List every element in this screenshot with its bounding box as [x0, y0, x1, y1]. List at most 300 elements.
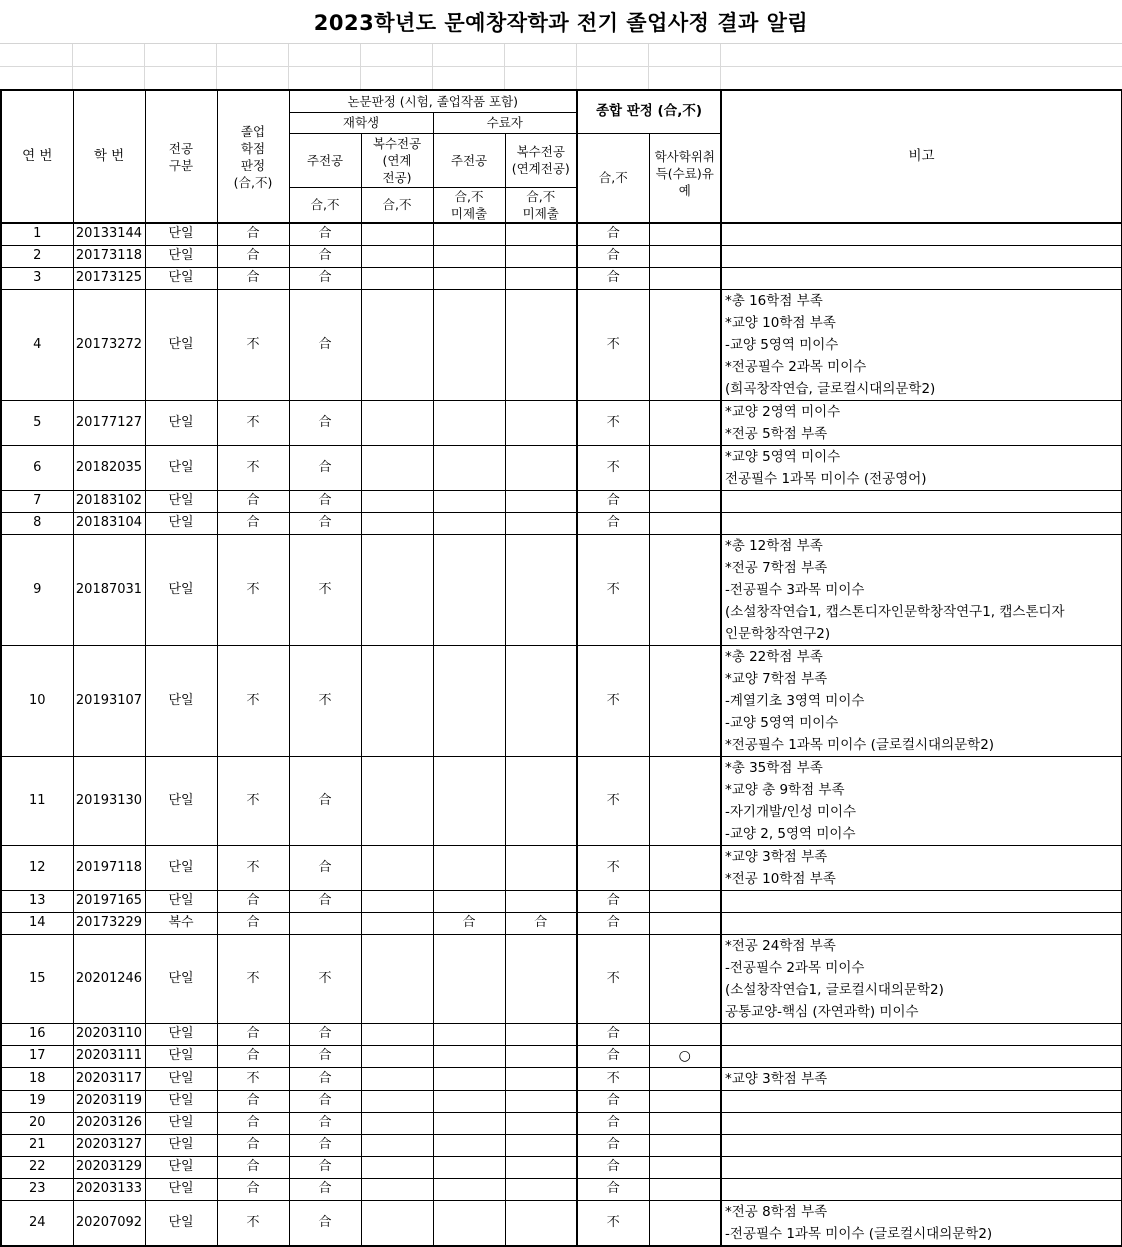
cell-no: 11 — [1, 756, 73, 845]
cell-credit-judgment: 合 — [217, 490, 289, 512]
cell-double-major-completed — [505, 934, 577, 1023]
cell-double-major — [361, 645, 433, 756]
cell-remarks — [721, 490, 1122, 512]
cell-double-major-completed — [505, 245, 577, 267]
cell-main-major: 合 — [289, 756, 361, 845]
cell-major-type: 복수 — [145, 912, 217, 934]
cell-major-type: 단일 — [145, 890, 217, 912]
cell-no: 22 — [1, 1156, 73, 1178]
cell-student-id: 20182035 — [73, 445, 145, 490]
cell-major-type: 단일 — [145, 267, 217, 289]
cell-degree-status — [649, 845, 721, 890]
cell-no: 19 — [1, 1090, 73, 1112]
cell-major-type: 단일 — [145, 934, 217, 1023]
cell-credit-judgment: 合 — [217, 267, 289, 289]
cell-no: 23 — [1, 1178, 73, 1200]
cell-overall: 合 — [577, 267, 649, 289]
table-row — [1, 934, 1122, 1023]
cell-main-major: 合 — [289, 445, 361, 490]
cell-major-type: 단일 — [145, 1023, 217, 1045]
cell-overall: 不 — [577, 534, 649, 645]
cell-remarks: *전공 24학점 부족 -전공필수 2과목 미이수 (소설창작연습1, 글로컬시대의문학2) 공통교양-핵심 (자연과학) 미이수 — [721, 934, 1122, 1023]
cell-remarks — [721, 1045, 1122, 1067]
cell-remarks — [721, 1178, 1122, 1200]
cell-main-major-completed — [433, 490, 505, 512]
cell-credit-judgment: 合 — [217, 890, 289, 912]
cell-main-major: 合 — [289, 1156, 361, 1178]
cell-main-major-completed — [433, 267, 505, 289]
table-row — [1, 1178, 1122, 1200]
cell-no: 14 — [1, 912, 73, 934]
gridline — [216, 44, 217, 89]
cell-overall: 不 — [577, 756, 649, 845]
cell-double-major — [361, 1023, 433, 1045]
cell-double-major — [361, 1067, 433, 1090]
cell-no: 16 — [1, 1023, 73, 1045]
cell-student-id: 20203119 — [73, 1090, 145, 1112]
cell-overall: 不 — [577, 1067, 649, 1090]
cell-double-major — [361, 245, 433, 267]
cell-credit-judgment: 合 — [217, 1045, 289, 1067]
cell-overall: 合 — [577, 1178, 649, 1200]
table-row — [1, 890, 1122, 912]
cell-no: 9 — [1, 534, 73, 645]
cell-main-major-completed — [433, 1134, 505, 1156]
cell-credit-judgment: 不 — [217, 1200, 289, 1246]
cell-credit-judgment: 合 — [217, 1178, 289, 1200]
cell-main-major-completed — [433, 223, 505, 245]
cell-student-id: 20183104 — [73, 512, 145, 534]
cell-remarks: *총 12학점 부족 *전공 7학점 부족 -전공필수 3과목 미이수 (소설창작연습1, 캡스톤디자인문학창작연구1, 캡스톤디자 인문학창작연구2) — [721, 534, 1122, 645]
cell-no: 20 — [1, 1112, 73, 1134]
cell-degree-status — [649, 912, 721, 934]
cell-overall: 不 — [577, 845, 649, 890]
cell-degree-status — [649, 223, 721, 245]
cell-overall: 合 — [577, 890, 649, 912]
cell-remarks: *총 16학점 부족 *교양 10학점 부족 -교양 5영역 미이수 *전공필수 2과목 미이수 (희곡창작연습, 글로컬시대의문학2) — [721, 289, 1122, 400]
cell-no: 24 — [1, 1200, 73, 1246]
header-overall-judgment: 종합 판정 (合,不) — [577, 90, 721, 133]
cell-overall: 不 — [577, 289, 649, 400]
cell-credit-judgment: 不 — [217, 645, 289, 756]
header-pass-fail-unsubmitted: 合,不 미제출 — [433, 187, 505, 223]
cell-double-major — [361, 490, 433, 512]
cell-main-major: 合 — [289, 400, 361, 445]
table-row — [1, 245, 1122, 267]
cell-main-major-completed — [433, 1067, 505, 1090]
cell-remarks — [721, 1156, 1122, 1178]
header-remarks: 비고 — [721, 90, 1122, 223]
gridline — [576, 44, 577, 89]
cell-degree-status — [649, 267, 721, 289]
cell-double-major-completed — [505, 267, 577, 289]
cell-double-major-completed — [505, 1067, 577, 1090]
header-pass-fail-2: 合,不 — [361, 187, 433, 223]
cell-double-major — [361, 400, 433, 445]
cell-double-major-completed — [505, 400, 577, 445]
cell-student-id: 20207092 — [73, 1200, 145, 1246]
header-pass-fail: 合,不 — [289, 187, 361, 223]
gridline — [648, 44, 649, 89]
cell-major-type: 단일 — [145, 223, 217, 245]
results-body — [1, 223, 1122, 1246]
cell-overall: 合 — [577, 245, 649, 267]
cell-major-type: 단일 — [145, 490, 217, 512]
cell-degree-status: ○ — [649, 1045, 721, 1067]
cell-main-major: 合 — [289, 490, 361, 512]
cell-double-major — [361, 1156, 433, 1178]
cell-credit-judgment: 合 — [217, 1090, 289, 1112]
cell-no: 17 — [1, 1045, 73, 1067]
cell-remarks — [721, 245, 1122, 267]
cell-double-major-completed — [505, 1045, 577, 1067]
cell-major-type: 단일 — [145, 1067, 217, 1090]
cell-credit-judgment: 不 — [217, 534, 289, 645]
cell-degree-status — [649, 1067, 721, 1090]
table-row — [1, 267, 1122, 289]
cell-main-major: 合 — [289, 245, 361, 267]
table-row — [1, 1112, 1122, 1134]
cell-double-major-completed — [505, 223, 577, 245]
cell-main-major — [289, 912, 361, 934]
cell-remarks: *교양 3학점 부족 *전공 10학점 부족 — [721, 845, 1122, 890]
cell-degree-status — [649, 490, 721, 512]
cell-student-id: 20177127 — [73, 400, 145, 445]
cell-no: 12 — [1, 845, 73, 890]
cell-main-major-completed — [433, 1178, 505, 1200]
cell-major-type: 단일 — [145, 845, 217, 890]
gridline — [720, 44, 721, 89]
cell-main-major-completed — [433, 245, 505, 267]
cell-degree-status — [649, 245, 721, 267]
cell-credit-judgment: 合 — [217, 1134, 289, 1156]
cell-no: 3 — [1, 267, 73, 289]
cell-credit-judgment: 不 — [217, 934, 289, 1023]
cell-main-major: 合 — [289, 1112, 361, 1134]
cell-remarks — [721, 912, 1122, 934]
cell-double-major — [361, 845, 433, 890]
cell-student-id: 20173272 — [73, 289, 145, 400]
cell-overall: 合 — [577, 912, 649, 934]
header-enrolled: 재학생 — [289, 112, 433, 133]
cell-student-id: 20173118 — [73, 245, 145, 267]
cell-degree-status — [649, 934, 721, 1023]
cell-degree-status — [649, 1134, 721, 1156]
cell-credit-judgment: 合 — [217, 912, 289, 934]
table-row — [1, 445, 1122, 490]
cell-double-major — [361, 1090, 433, 1112]
cell-double-major-completed — [505, 1134, 577, 1156]
cell-double-major-completed — [505, 1090, 577, 1112]
cell-remarks — [721, 223, 1122, 245]
cell-double-major — [361, 1134, 433, 1156]
table-row — [1, 1067, 1122, 1090]
gridline — [0, 66, 1122, 67]
cell-overall: 合 — [577, 1023, 649, 1045]
cell-double-major — [361, 289, 433, 400]
cell-no: 5 — [1, 400, 73, 445]
cell-main-major: 合 — [289, 1200, 361, 1246]
cell-double-major — [361, 912, 433, 934]
gridline — [432, 44, 433, 89]
cell-major-type: 단일 — [145, 400, 217, 445]
cell-major-type: 단일 — [145, 1178, 217, 1200]
header-student-id: 학 번 — [73, 90, 145, 223]
cell-overall: 合 — [577, 512, 649, 534]
table-row — [1, 912, 1122, 934]
cell-credit-judgment: 不 — [217, 756, 289, 845]
graduation-results-table — [0, 89, 1122, 1247]
cell-double-major — [361, 934, 433, 1023]
table-row — [1, 1023, 1122, 1045]
cell-student-id: 20187031 — [73, 534, 145, 645]
cell-no: 10 — [1, 645, 73, 756]
cell-remarks — [721, 512, 1122, 534]
table-row — [1, 400, 1122, 445]
cell-main-major: 合 — [289, 289, 361, 400]
cell-no: 4 — [1, 289, 73, 400]
header-thesis-judgment: 논문판정 (시험, 졸업작품 포함) — [289, 90, 577, 112]
cell-no: 15 — [1, 934, 73, 1023]
cell-degree-status — [649, 1112, 721, 1134]
cell-main-major: 不 — [289, 645, 361, 756]
cell-main-major-completed — [433, 1156, 505, 1178]
cell-main-major: 合 — [289, 223, 361, 245]
cell-student-id: 20197165 — [73, 890, 145, 912]
header-overall-pass-fail: 合,不 — [577, 133, 649, 223]
cell-main-major: 合 — [289, 1134, 361, 1156]
cell-double-major-completed — [505, 534, 577, 645]
cell-credit-judgment: 合 — [217, 512, 289, 534]
cell-main-major-completed — [433, 400, 505, 445]
cell-major-type: 단일 — [145, 512, 217, 534]
gridline — [72, 44, 73, 89]
cell-main-major: 合 — [289, 267, 361, 289]
cell-double-major-completed: 合 — [505, 912, 577, 934]
header-main-major-completed: 주전공 — [433, 133, 505, 187]
cell-main-major: 合 — [289, 1067, 361, 1090]
table-row — [1, 490, 1122, 512]
table-row — [1, 1134, 1122, 1156]
cell-major-type: 단일 — [145, 756, 217, 845]
cell-remarks — [721, 890, 1122, 912]
cell-no: 13 — [1, 890, 73, 912]
cell-remarks: *교양 2영역 미이수 *전공 5학점 부족 — [721, 400, 1122, 445]
cell-remarks: *총 22학점 부족 *교양 7학점 부족 -계열기초 3영역 미이수 -교양 5영역 미이수 *전공필수 1과목 미이수 (글로컬시대의문학2) — [721, 645, 1122, 756]
cell-student-id: 20203111 — [73, 1045, 145, 1067]
cell-overall: 合 — [577, 1112, 649, 1134]
cell-major-type: 단일 — [145, 645, 217, 756]
cell-overall: 合 — [577, 1134, 649, 1156]
header-main-major: 주전공 — [289, 133, 361, 187]
cell-double-major — [361, 1045, 433, 1067]
cell-credit-judgment: 不 — [217, 445, 289, 490]
cell-main-major-completed — [433, 845, 505, 890]
cell-main-major-completed — [433, 445, 505, 490]
cell-double-major — [361, 756, 433, 845]
cell-student-id: 20183102 — [73, 490, 145, 512]
cell-no: 7 — [1, 490, 73, 512]
cell-student-id: 20173229 — [73, 912, 145, 934]
cell-credit-judgment: 合 — [217, 245, 289, 267]
cell-overall: 不 — [577, 445, 649, 490]
cell-main-major: 合 — [289, 845, 361, 890]
cell-main-major: 合 — [289, 1090, 361, 1112]
table-row — [1, 512, 1122, 534]
cell-student-id: 20173125 — [73, 267, 145, 289]
table-row — [1, 1045, 1122, 1067]
cell-main-major-completed — [433, 534, 505, 645]
header-completed: 수료자 — [433, 112, 577, 133]
header-pass-fail-unsubmitted-2: 合,不 미제출 — [505, 187, 577, 223]
cell-main-major-completed: 合 — [433, 912, 505, 934]
cell-overall: 不 — [577, 645, 649, 756]
cell-double-major-completed — [505, 756, 577, 845]
cell-remarks — [721, 1090, 1122, 1112]
cell-double-major-completed — [505, 289, 577, 400]
cell-degree-status — [649, 289, 721, 400]
cell-credit-judgment: 不 — [217, 845, 289, 890]
cell-overall: 合 — [577, 223, 649, 245]
gridline — [360, 44, 361, 89]
cell-degree-status — [649, 890, 721, 912]
cell-main-major-completed — [433, 756, 505, 845]
cell-double-major — [361, 223, 433, 245]
cell-credit-judgment: 不 — [217, 1067, 289, 1090]
cell-main-major: 合 — [289, 890, 361, 912]
cell-main-major: 合 — [289, 1178, 361, 1200]
cell-double-major — [361, 534, 433, 645]
cell-degree-status — [649, 645, 721, 756]
cell-credit-judgment: 合 — [217, 1023, 289, 1045]
cell-student-id: 20203110 — [73, 1023, 145, 1045]
cell-student-id: 20193130 — [73, 756, 145, 845]
header-major-type: 전공 구분 — [145, 90, 217, 223]
cell-degree-status — [649, 400, 721, 445]
cell-main-major-completed — [433, 1112, 505, 1134]
cell-double-major — [361, 512, 433, 534]
cell-main-major: 不 — [289, 934, 361, 1023]
cell-main-major-completed — [433, 934, 505, 1023]
cell-no: 6 — [1, 445, 73, 490]
cell-student-id: 20203126 — [73, 1112, 145, 1134]
cell-degree-status — [649, 1023, 721, 1045]
cell-major-type: 단일 — [145, 1045, 217, 1067]
cell-no: 21 — [1, 1134, 73, 1156]
cell-student-id: 20201246 — [73, 934, 145, 1023]
cell-double-major — [361, 267, 433, 289]
cell-overall: 合 — [577, 1090, 649, 1112]
cell-main-major: 合 — [289, 512, 361, 534]
cell-student-id: 20203133 — [73, 1178, 145, 1200]
cell-degree-status — [649, 1178, 721, 1200]
cell-credit-judgment: 合 — [217, 1156, 289, 1178]
cell-degree-status — [649, 1090, 721, 1112]
gridline — [144, 44, 145, 89]
cell-credit-judgment: 合 — [217, 1112, 289, 1134]
cell-remarks — [721, 1023, 1122, 1045]
cell-student-id: 20203117 — [73, 1067, 145, 1090]
cell-double-major — [361, 1112, 433, 1134]
cell-major-type: 단일 — [145, 445, 217, 490]
cell-double-major-completed — [505, 1178, 577, 1200]
cell-double-major-completed — [505, 512, 577, 534]
cell-remarks — [721, 1134, 1122, 1156]
gridline — [288, 44, 289, 89]
table-row — [1, 756, 1122, 845]
table-row — [1, 845, 1122, 890]
cell-main-major-completed — [433, 645, 505, 756]
gridline — [504, 44, 505, 89]
cell-major-type: 단일 — [145, 289, 217, 400]
cell-degree-status — [649, 512, 721, 534]
table-row — [1, 645, 1122, 756]
cell-degree-status — [649, 1156, 721, 1178]
cell-remarks — [721, 267, 1122, 289]
cell-main-major-completed — [433, 1090, 505, 1112]
table-row — [1, 1156, 1122, 1178]
cell-no: 1 — [1, 223, 73, 245]
cell-student-id: 20197118 — [73, 845, 145, 890]
cell-degree-status — [649, 756, 721, 845]
cell-student-id: 20133144 — [73, 223, 145, 245]
cell-degree-status — [649, 445, 721, 490]
table-row — [1, 534, 1122, 645]
header-double-major-completed: 복수전공 (연계전공) — [505, 133, 577, 187]
cell-major-type: 단일 — [145, 1112, 217, 1134]
cell-major-type: 단일 — [145, 534, 217, 645]
cell-student-id: 20193107 — [73, 645, 145, 756]
cell-double-major-completed — [505, 490, 577, 512]
cell-double-major-completed — [505, 1156, 577, 1178]
cell-double-major — [361, 445, 433, 490]
cell-overall: 不 — [577, 934, 649, 1023]
cell-main-major-completed — [433, 1023, 505, 1045]
cell-double-major — [361, 1178, 433, 1200]
cell-student-id: 20203129 — [73, 1156, 145, 1178]
cell-double-major-completed — [505, 1023, 577, 1045]
cell-main-major: 合 — [289, 1023, 361, 1045]
cell-no: 8 — [1, 512, 73, 534]
cell-student-id: 20203127 — [73, 1134, 145, 1156]
cell-double-major-completed — [505, 445, 577, 490]
cell-remarks: *총 35학점 부족 *교양 총 9학점 부족 -자기개발/인성 미이수 -교양 2, 5영역 미이수 — [721, 756, 1122, 845]
cell-overall: 不 — [577, 1200, 649, 1246]
cell-main-major-completed — [433, 289, 505, 400]
cell-degree-status — [649, 534, 721, 645]
table-row — [1, 223, 1122, 245]
cell-overall: 合 — [577, 1045, 649, 1067]
cell-main-major: 不 — [289, 534, 361, 645]
cell-main-major: 合 — [289, 1045, 361, 1067]
cell-double-major-completed — [505, 845, 577, 890]
cell-no: 18 — [1, 1067, 73, 1090]
cell-credit-judgment: 不 — [217, 289, 289, 400]
sheet-title: 2023학년도 문예창작학과 전기 졸업사정 결과 알림 — [0, 0, 1122, 44]
cell-overall: 不 — [577, 400, 649, 445]
cell-main-major-completed — [433, 512, 505, 534]
cell-main-major-completed — [433, 890, 505, 912]
cell-major-type: 단일 — [145, 1156, 217, 1178]
cell-credit-judgment: 合 — [217, 223, 289, 245]
cell-remarks — [721, 1112, 1122, 1134]
cell-overall: 合 — [577, 1156, 649, 1178]
cell-major-type: 단일 — [145, 1134, 217, 1156]
cell-double-major-completed — [505, 890, 577, 912]
cell-credit-judgment: 不 — [217, 400, 289, 445]
header-double-major: 복수전공 (연계 전공) — [361, 133, 433, 187]
cell-main-major-completed — [433, 1045, 505, 1067]
